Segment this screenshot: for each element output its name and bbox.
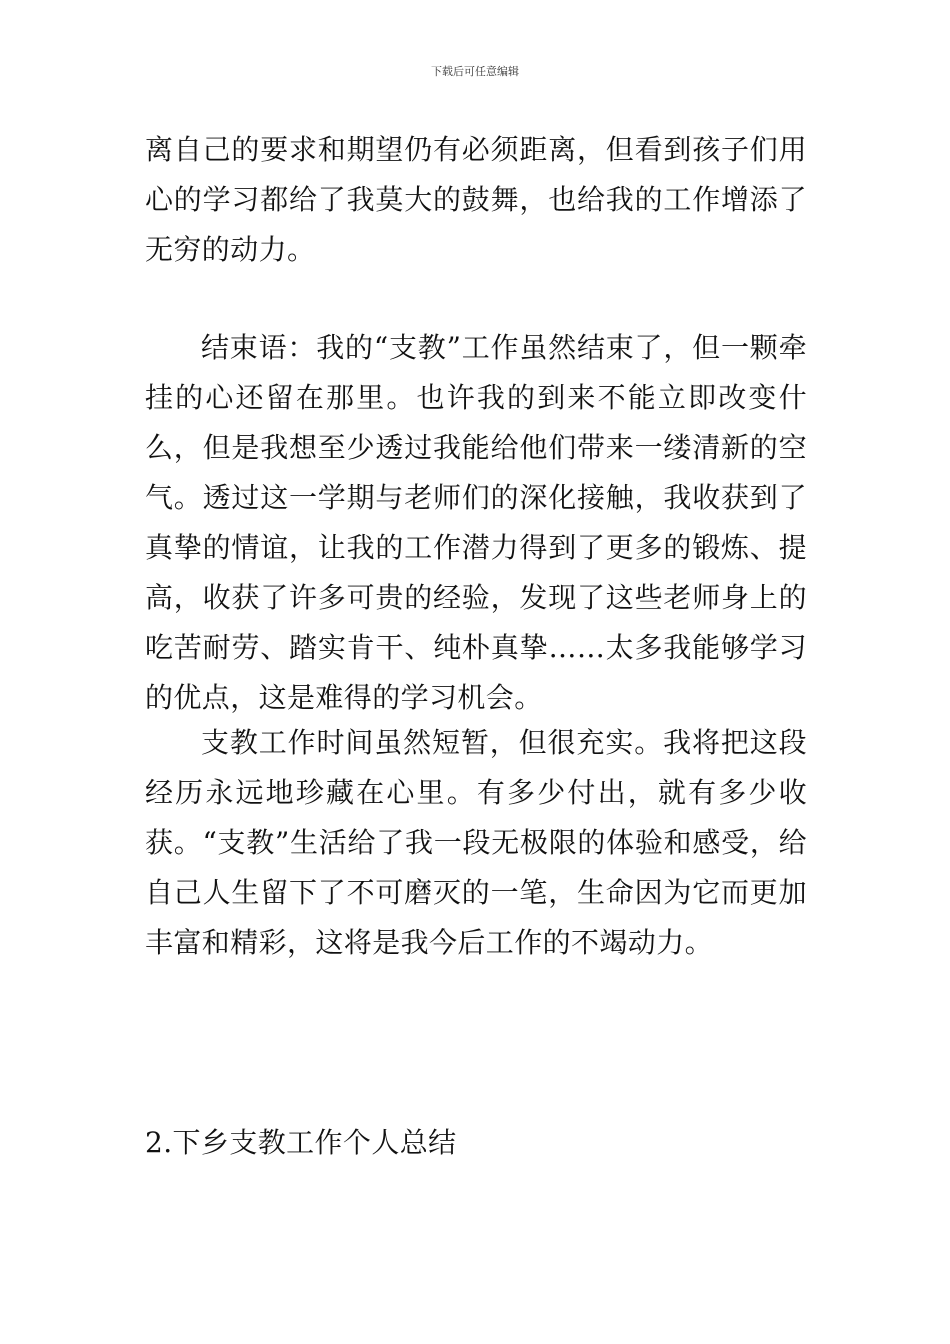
section-heading: 2.下乡支教工作个人总结: [145, 1126, 457, 1159]
paragraph-reflection: 支教工作时间虽然短暂，但很充实。我将把这段经历永远地珍藏在心里。有多少付出，就有多少收获。“支教”生活给了我一段无极限的体验和感受，给自己人生留下了不可磨灭的一笔，生命因为它而更加丰富和精彩，这将是我今后工作的不竭动力。: [145, 726, 807, 959]
page-header-note: 下载后可任意编辑: [431, 65, 519, 78]
paragraph-continuation: 离自己的要求和期望仍有必须距离，但看到孩子们用心的学习都给了我莫大的鼓舞，也给我的工作增添了无穷的动力。: [145, 133, 807, 266]
paragraph-conclusion: 结束语：我的“支教”工作虽然结束了，但一颗牵挂的心还留在那里。也许我的到来不能立即改变什么，但是我想至少透过我能给他们带来一缕清新的空气。透过这一学期与老师们的深化接触，我收获到了真挚的情谊，让我的工作潜力得到了更多的锻炼、提高，收获了许多可贵的经验，发现了这些老师身上的吃苦耐劳、踏实肯干、纯朴真挚……太多我能够学习的优点，这是难得的学习机会。: [145, 331, 807, 714]
